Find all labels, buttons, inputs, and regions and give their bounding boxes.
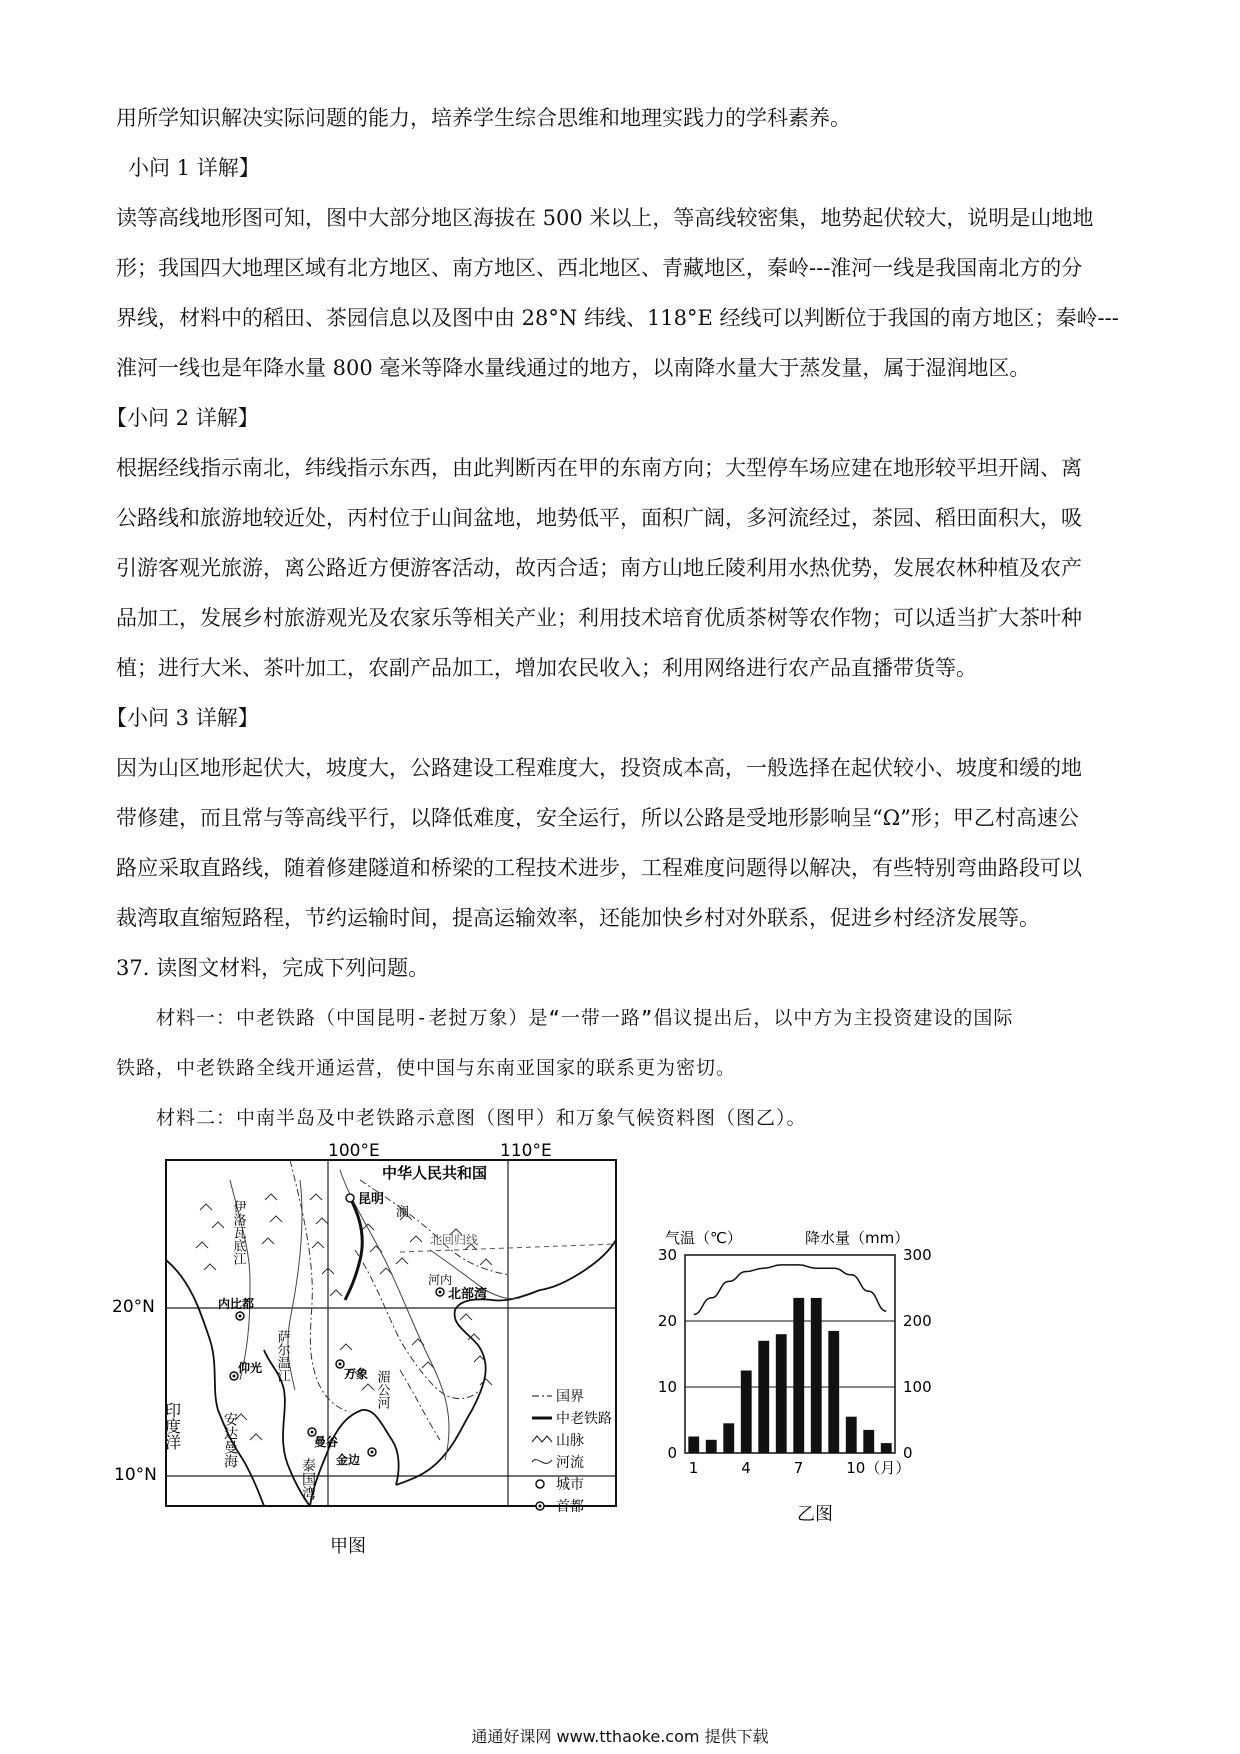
q2-line: 根据经线指示南北，纬线指示东西，由此判断丙在甲的东南方向；大型停车场应建在地形较平坦开阔、离: [116, 456, 1082, 480]
q1-line: 形；我国四大地理区域有北方地区、南方地区、西北地区、青藏地区，秦岭---淮河一线是我国南北方的分: [116, 256, 1083, 280]
chart-right-axis-title: 降水量（mm）: [805, 1229, 910, 1247]
x-tick-label: 10（月）: [846, 1459, 911, 1477]
lat-label-20: 20°N: [112, 1297, 155, 1317]
city-label: 内比都: [218, 1297, 255, 1311]
chart-caption: 乙图: [797, 1504, 833, 1525]
page-footer: 通通好课网 www.tthaoke.com 提供下载: [471, 1727, 769, 1746]
question-37-text: 37. 读图文材料，完成下列问题。: [116, 956, 430, 980]
temperature-line: [694, 1265, 887, 1315]
q2-line: 植；进行大米、茶叶加工，农副产品加工，增加农民收入；利用网络进行农产品直播带货等。: [116, 656, 977, 680]
precip-bar: [828, 1331, 839, 1453]
city-phnompenh: [336, 1448, 376, 1467]
chart-left-axis-title: 气温（℃）: [665, 1229, 742, 1247]
material-two: [156, 1093, 1126, 1143]
material-line: 材料一：中老铁路（中国昆明-老挝万象）是“一带一路”倡议提出后，以中方为主投资建设的国际: [156, 1007, 1014, 1029]
q1-line: 读等高线地形图可知，图中大部分地区海拔在 500 米以上，等高线较密集，地势起伏较大，说明是山地地: [116, 206, 1094, 230]
q3-heading-text: 【小问 3 详解】: [106, 706, 259, 730]
city-kunming: [346, 1192, 384, 1207]
city-label: 河内: [428, 1273, 453, 1287]
city-vientiane: [336, 1360, 368, 1381]
south-china-coast: [540, 1240, 616, 1290]
river-salween: [288, 1180, 302, 1390]
question-37: [116, 943, 1126, 993]
climate-chart: [645, 1225, 965, 1525]
left-tick-label: 10: [657, 1378, 677, 1396]
precip-bar: [688, 1437, 699, 1454]
legend-border: 国界: [556, 1389, 584, 1405]
precip-bar: [846, 1417, 857, 1453]
city-label: 仰光: [238, 1361, 263, 1375]
legend-railway: 中老铁路: [556, 1411, 612, 1427]
precip-bar: [793, 1298, 804, 1453]
left-tick-label: 0: [667, 1444, 677, 1462]
precip-bar: [863, 1430, 874, 1453]
country-label: 中华人民共和国: [382, 1164, 488, 1182]
city-label: 金边: [336, 1453, 361, 1467]
beibu-gulf-label: 北部湾: [448, 1287, 488, 1302]
q3-line: 裁湾取直缩短路程，节约运输时间，提高运输效率，还能加快乡村对外联系，促进乡村经济发展等。: [116, 906, 1040, 930]
chart-grid: [685, 1255, 895, 1453]
city-label: 万象: [344, 1367, 369, 1381]
q1-line: 淮河一线也是年降水量 800 毫米等降水量线通过的地方，以南降水量大于蒸发量，属于湿润地区。: [116, 356, 1031, 380]
q1-paragraph: [116, 193, 1126, 393]
q2-line: 品加工，发展乡村旅游观光及农家乐等相关产业；利用技术培育优质茶树等农作物；可以适当扩大茶叶种: [116, 606, 1082, 630]
salween-label: 萨尔温江: [274, 1330, 290, 1382]
material-one: [156, 993, 1126, 1043]
q2-heading-text: 【小问 2 详解】: [106, 406, 259, 430]
city-label: 曼谷: [314, 1435, 339, 1449]
lancang-label: 澜: [396, 1205, 410, 1220]
q2-line: 公路线和旅游地较近处，丙村位于山间盆地，地势低平，面积广阔，多河流经过，茶园、稻田面积大，吸: [116, 506, 1082, 530]
left-tick-label: 20: [657, 1312, 677, 1330]
material-line: 材料二：中南半岛及中老铁路示意图（图甲）和万象气候资料图（图乙）。: [156, 1107, 807, 1129]
mekong-label: 湄公河: [374, 1370, 390, 1409]
left-tick-label: 30: [657, 1246, 677, 1264]
right-tick-label: 300: [903, 1246, 932, 1264]
precip-bar: [881, 1443, 892, 1453]
border-cambodia: [400, 1370, 440, 1440]
right-tick-label: 0: [903, 1444, 913, 1462]
lon-label-110: 110°E: [500, 1141, 552, 1161]
andaman-sea-label: 安达曼海: [222, 1412, 238, 1468]
thai-gulf-label: 泰国湾: [300, 1458, 316, 1500]
q3-paragraph: [116, 743, 1126, 943]
lat-label-10: 10°N: [114, 1465, 157, 1485]
legend-capital: 首都: [556, 1499, 584, 1515]
q3-heading: [106, 693, 1116, 743]
q2-heading: [106, 393, 1116, 443]
intro-paragraph: [116, 93, 1126, 143]
tropic-label: 北回归线: [430, 1233, 479, 1247]
legend-river: 河流: [556, 1455, 584, 1471]
right-tick-label: 100: [903, 1378, 932, 1396]
q3-line: 因为山区地形起伏大，坡度大，公路建设工程难度大，投资成本高，一般选择在起伏较小、坡度和缓的地: [116, 756, 1082, 780]
precip-bar: [811, 1298, 822, 1453]
map-legend: [532, 1389, 612, 1515]
indochina-map: [100, 1140, 660, 1560]
precip-bar: [776, 1334, 787, 1453]
city-yangon: [230, 1360, 262, 1380]
q2-paragraph: [116, 443, 1126, 693]
legend-city: 城市: [556, 1477, 584, 1493]
q3-line: 带修建，而且常与等高线平行，以降低难度，安全运行，所以公路是受地形影响呈“Ω”形；甲乙村高速公: [116, 806, 1079, 830]
legend-mountain: 山脉: [556, 1433, 584, 1449]
material-line: 铁路，中老铁路全线开通运营，使中国与东南亚国家的联系更为密切。: [116, 1057, 737, 1079]
precip-bar: [723, 1423, 734, 1453]
right-tick-label: 200: [903, 1312, 932, 1330]
material-one-cont: [116, 1043, 1126, 1093]
precip-bar: [741, 1371, 752, 1454]
city-bangkok: [308, 1428, 338, 1449]
city-label: 昆明: [358, 1192, 385, 1207]
irrawaddy-label: 伊洛瓦底江: [230, 1200, 246, 1265]
east-coast: [396, 1290, 540, 1485]
q1-heading: [128, 143, 1138, 193]
indian-ocean-label: 印度洋: [162, 1402, 182, 1450]
x-tick-label: 1: [688, 1459, 699, 1477]
lon-label-100: 100°E: [328, 1141, 380, 1161]
x-tick-label: 7: [793, 1459, 804, 1477]
map-caption: 甲图: [330, 1536, 366, 1557]
precip-bar: [706, 1440, 717, 1453]
precip-bar: [758, 1341, 769, 1453]
q1-heading-text: 小问 1 详解】: [128, 156, 260, 180]
chart-frame: [685, 1255, 895, 1453]
q2-line: 引游客观光旅游，离公路近方便游客活动，故丙合适；南方山地丘陵利用水热优势，发展农林种植及农产: [116, 556, 1082, 580]
intro-line: 用所学知识解决实际问题的能力，培养学生综合思维和地理实践力的学科素养。: [116, 106, 851, 130]
q1-line: 界线，材料中的稻田、茶园信息以及图中由 28°N 纬线、118°E 经线可以判断位于我国的南方地区；秦岭---: [116, 306, 1119, 330]
q3-line: 路应采取直路线，随着修建隧道和桥梁的工程技术进步，工程难度问题得以解决，有些特别弯曲路段可以: [116, 856, 1082, 880]
x-tick-label: 4: [741, 1459, 751, 1477]
